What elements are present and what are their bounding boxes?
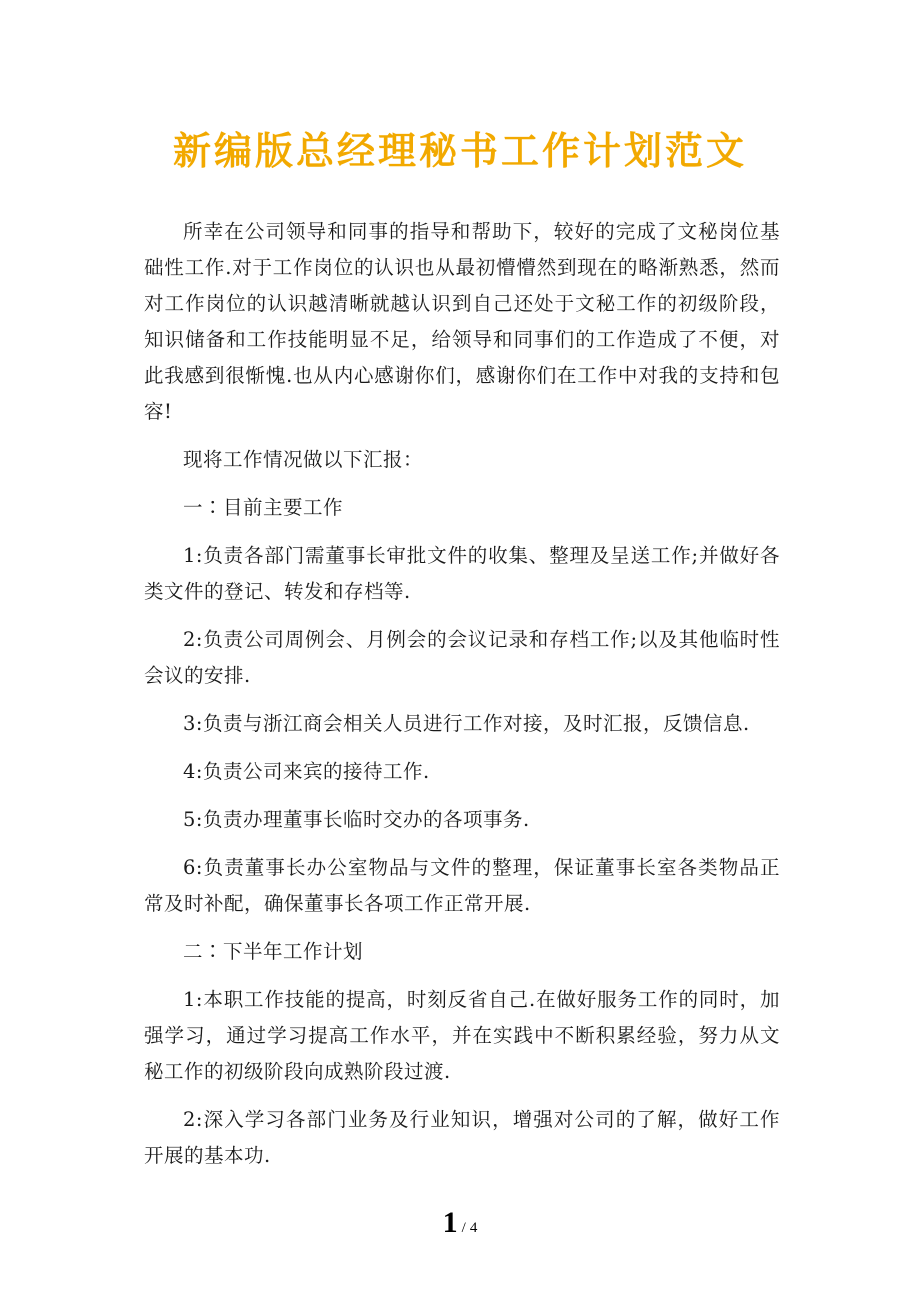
list-item: 4:负责公司来宾的接待工作.	[183, 760, 430, 783]
page-separator: /	[461, 1220, 466, 1236]
page-title: 新编版总经理秘书工作计划范文	[172, 129, 747, 173]
list-item: 5:负责办理董事长临时交办的各项事务.	[183, 808, 530, 831]
section-heading-second-half-plan: 二∶下半年工作计划	[183, 940, 364, 963]
page-number	[0, 1206, 920, 1240]
list-item: 1:本职工作技能的提高，时刻反省自己.在做好服务工作的同时，加强学习，通过学习提高工作水平，并在实践中不断积累经验，努力从文秘工作的初级阶段向成熟阶段过渡.	[144, 988, 780, 1083]
list-item: 6:负责董事长办公室物品与文件的整理，保证董事长室各类物品正常及时补配，确保董事长各项工作正常开展.	[144, 856, 780, 915]
section-heading-current-work: 一∶目前主要工作	[183, 496, 344, 519]
total-pages-number: 4	[469, 1220, 478, 1236]
document-body	[144, 214, 780, 1186]
list-item: 2:深入学习各部门业务及行业知识，增强对公司的了解，做好工作开展的基本功.	[144, 1108, 780, 1167]
paragraph-intro: 所幸在公司领导和同事的指导和帮助下，较好的完成了文秘岗位基础性工作.对于工作岗位的认识也从最初懵懵然到现在的略渐熟悉，然而对工作岗位的认识越清晰就越认识到自己还处于文秘工作的初级阶段，知识储备和工作技能明显不足，给领导和同事们的工作造成了不便，对此我感到很惭愧.也从内心感谢你们，感谢你们在工作中对我的支持和包容!	[144, 220, 780, 423]
current-page-number: 1	[442, 1206, 458, 1239]
list-item: 1:负责各部门需董事长审批文件的收集、整理及呈送工作;并做好各类文件的登记、转发和存档等.	[144, 544, 780, 603]
list-item: 2:负责公司周例会、月例会的会议记录和存档工作;以及其他临时性会议的安排.	[144, 628, 780, 687]
list-item: 3:负责与浙江商会相关人员进行工作对接，及时汇报，反馈信息.	[183, 712, 750, 735]
paragraph-report-lead: 现将工作情况做以下汇报：	[183, 448, 424, 471]
